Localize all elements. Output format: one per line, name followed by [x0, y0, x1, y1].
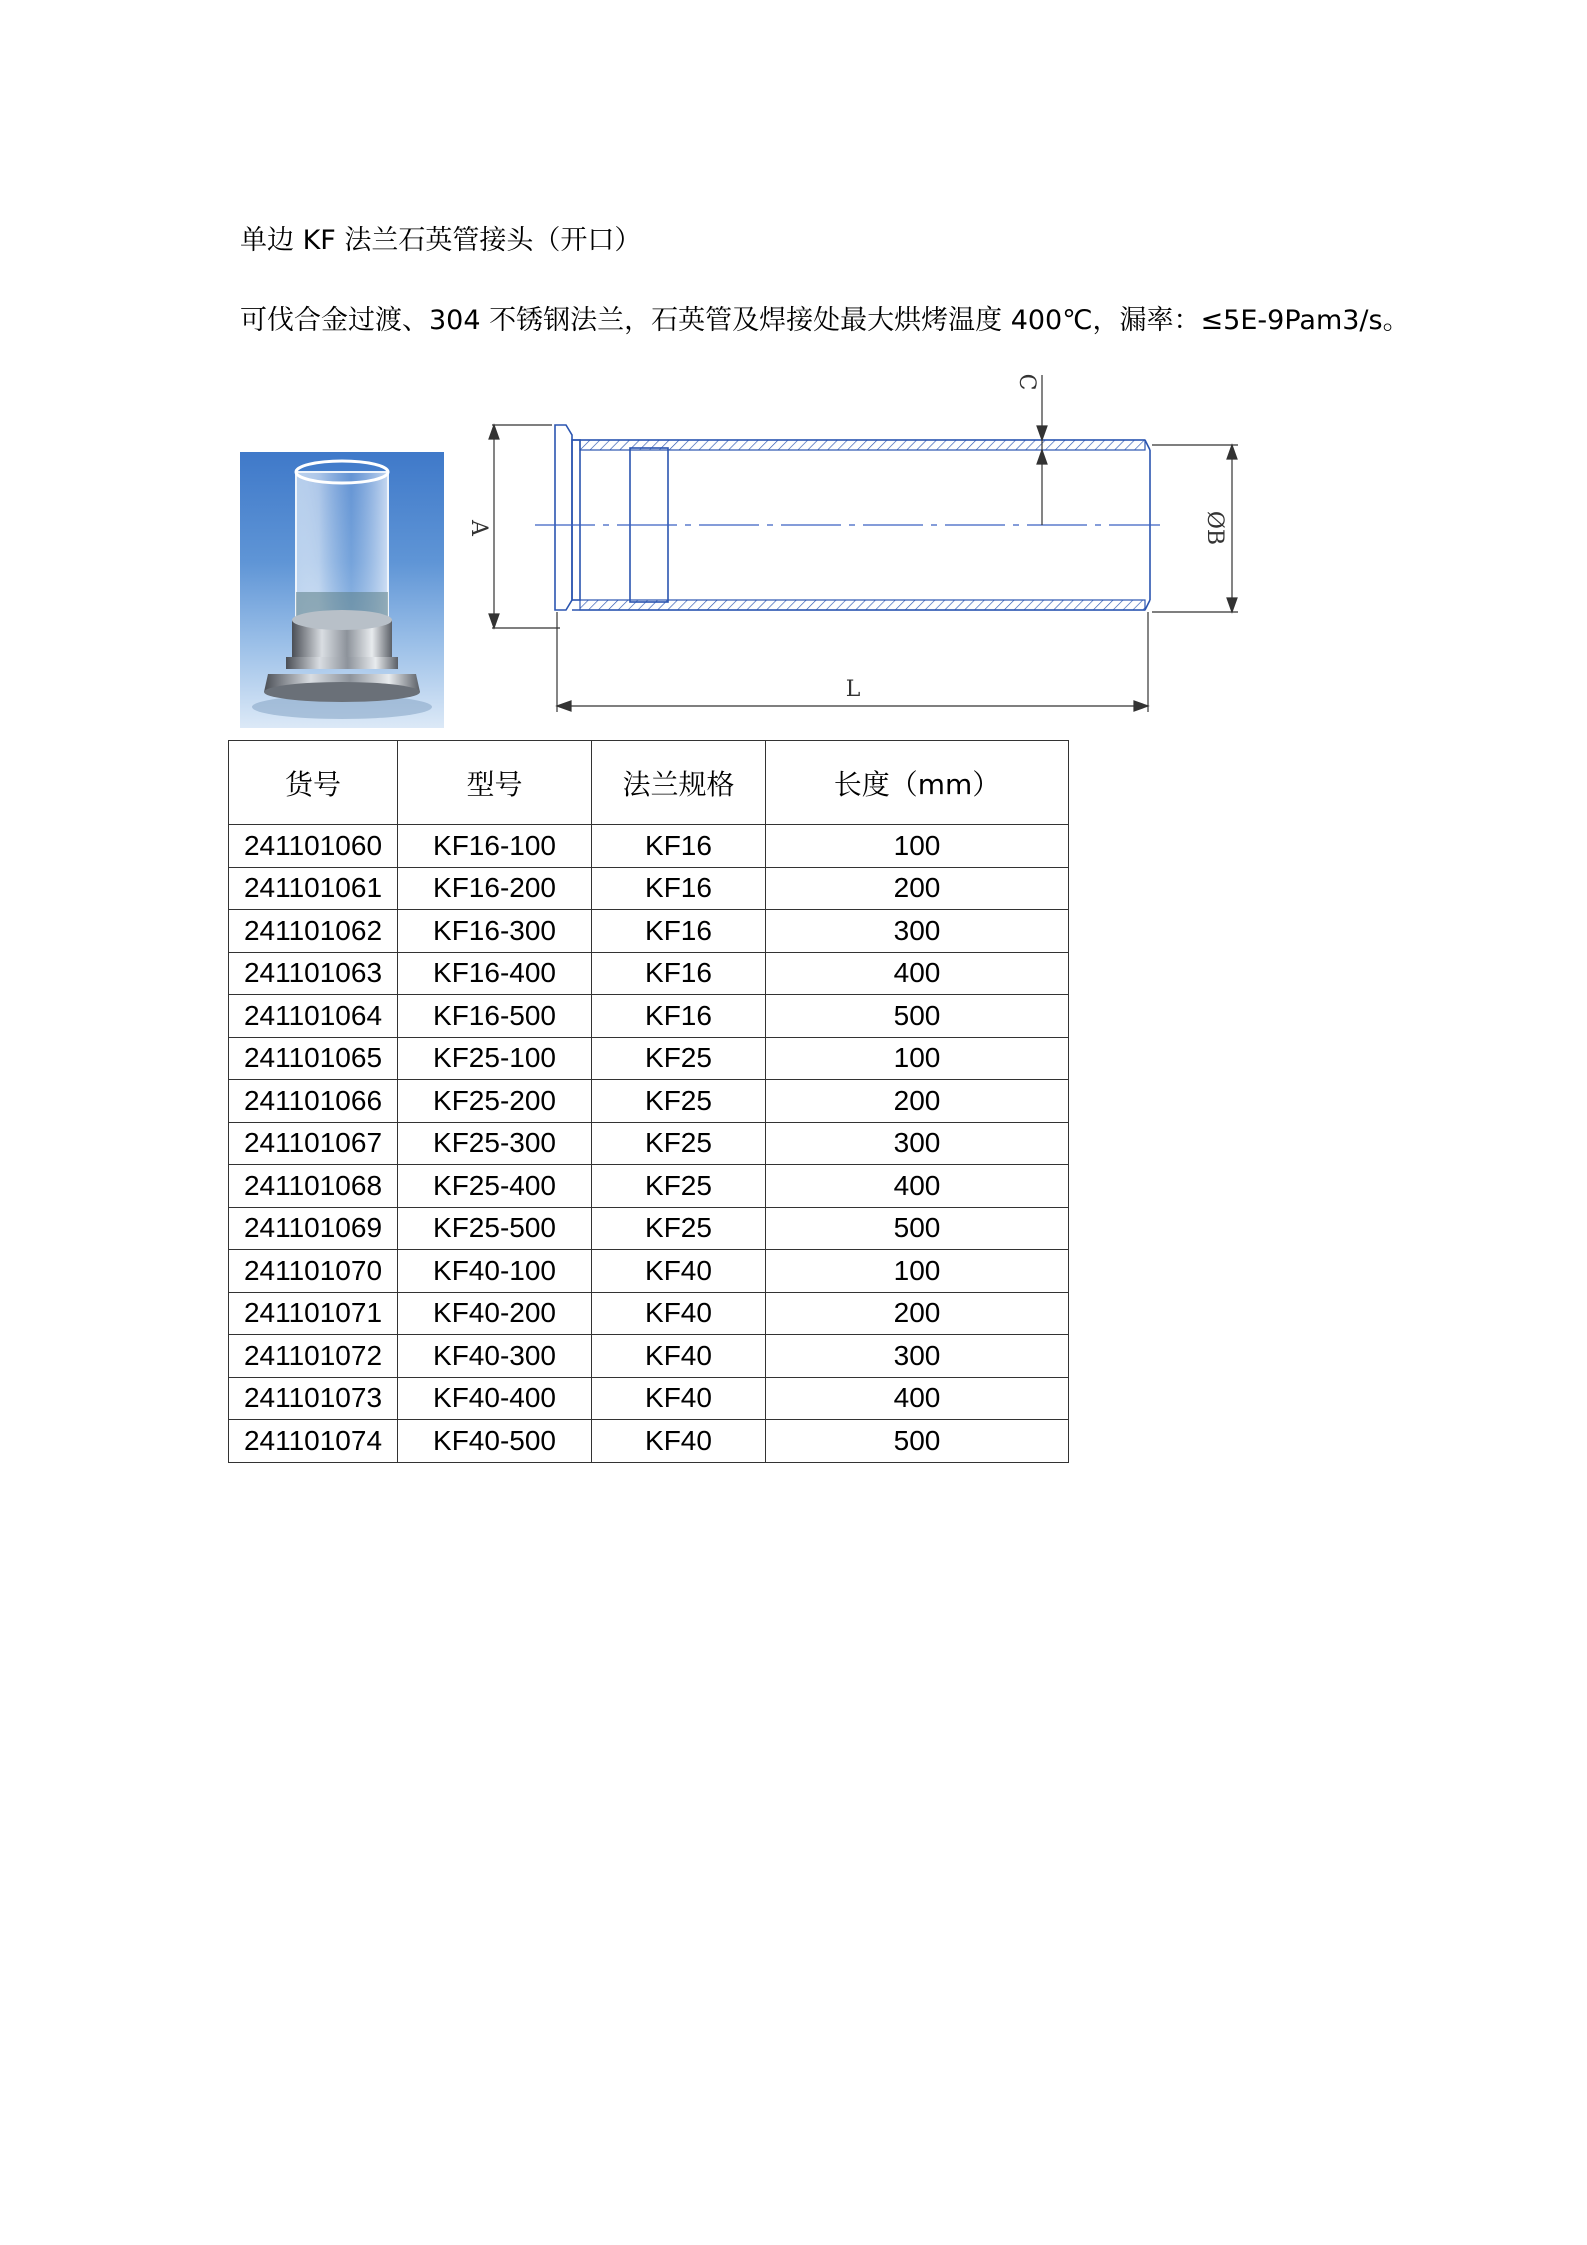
- cell-flange-spec: KF16: [592, 995, 766, 1038]
- cell-item-number: 241101074: [229, 1420, 398, 1463]
- cell-flange-spec: KF40: [592, 1292, 766, 1335]
- table-row: [229, 1420, 1069, 1463]
- cell-item-number: 241101067: [229, 1122, 398, 1165]
- technical-drawing: [450, 370, 1250, 720]
- table-row: [229, 1122, 1069, 1165]
- cell-item-number: 241101072: [229, 1335, 398, 1378]
- cell-item-number: 241101068: [229, 1165, 398, 1208]
- cell-item-number: 241101063: [229, 952, 398, 995]
- cell-flange-spec: KF40: [592, 1377, 766, 1420]
- cell-model: KF25-400: [398, 1165, 592, 1208]
- table-row: [229, 1292, 1069, 1335]
- cell-item-number: 241101066: [229, 1080, 398, 1123]
- cell-model: KF25-200: [398, 1080, 592, 1123]
- cell-item-number: 241101065: [229, 1037, 398, 1080]
- cell-item-number: 241101060: [229, 825, 398, 868]
- table-row: [229, 1207, 1069, 1250]
- cell-flange-spec: KF16: [592, 910, 766, 953]
- cell-model: KF25-300: [398, 1122, 592, 1165]
- cell-length: 300: [766, 1335, 1069, 1378]
- cell-model: KF16-500: [398, 995, 592, 1038]
- cell-model: KF40-100: [398, 1250, 592, 1293]
- cell-model: KF25-100: [398, 1037, 592, 1080]
- cell-length: 400: [766, 1377, 1069, 1420]
- cell-model: KF40-500: [398, 1420, 592, 1463]
- header-model: 型号: [398, 741, 592, 825]
- cell-model: KF16-300: [398, 910, 592, 953]
- product-photo: [240, 452, 444, 728]
- spec-table: [228, 740, 1069, 1463]
- label-b: ØB: [1202, 510, 1227, 546]
- header-item-number: 货号: [229, 741, 398, 825]
- label-l: L: [845, 677, 861, 702]
- cell-model: KF16-200: [398, 867, 592, 910]
- table-body: [229, 825, 1069, 1463]
- cell-item-number: 241101061: [229, 867, 398, 910]
- cell-flange-spec: KF25: [592, 1037, 766, 1080]
- cell-flange-spec: KF40: [592, 1250, 766, 1293]
- label-c: C: [1014, 373, 1039, 391]
- cell-item-number: 241101064: [229, 995, 398, 1038]
- cell-length: 300: [766, 910, 1069, 953]
- table-row: [229, 1165, 1069, 1208]
- cell-length: 400: [766, 952, 1069, 995]
- cell-item-number: 241101069: [229, 1207, 398, 1250]
- cell-model: KF40-200: [398, 1292, 592, 1335]
- cell-item-number: 241101071: [229, 1292, 398, 1335]
- cell-length: 500: [766, 995, 1069, 1038]
- table-row: [229, 995, 1069, 1038]
- cell-model: KF16-400: [398, 952, 592, 995]
- cell-flange-spec: KF25: [592, 1165, 766, 1208]
- cell-length: 100: [766, 1250, 1069, 1293]
- document-title: 单边 KF 法兰石英管接头（开口）: [240, 225, 642, 256]
- cell-flange-spec: KF25: [592, 1207, 766, 1250]
- cell-length: 500: [766, 1420, 1069, 1463]
- cell-length: 400: [766, 1165, 1069, 1208]
- cell-length: 200: [766, 1292, 1069, 1335]
- product-description: 可伐合金过渡、304 不锈钢法兰，石英管及焊接处最大烘烤温度 400℃，漏率：≤5E-9Pam3/s。: [240, 305, 1410, 336]
- table-row: [229, 1377, 1069, 1420]
- cell-length: 100: [766, 1037, 1069, 1080]
- cell-flange-spec: KF40: [592, 1420, 766, 1463]
- cell-model: KF25-500: [398, 1207, 592, 1250]
- cell-flange-spec: KF25: [592, 1080, 766, 1123]
- cell-model: KF16-100: [398, 825, 592, 868]
- cell-item-number: 241101073: [229, 1377, 398, 1420]
- cell-item-number: 241101062: [229, 910, 398, 953]
- table-row: [229, 910, 1069, 953]
- table-row: [229, 1037, 1069, 1080]
- cell-model: KF40-400: [398, 1377, 592, 1420]
- cell-flange-spec: KF40: [592, 1335, 766, 1378]
- cell-model: KF40-300: [398, 1335, 592, 1378]
- table-row: [229, 825, 1069, 868]
- header-flange-spec: 法兰规格: [592, 741, 766, 825]
- cell-length: 100: [766, 825, 1069, 868]
- cell-length: 300: [766, 1122, 1069, 1165]
- cell-length: 200: [766, 1080, 1069, 1123]
- table-row: [229, 1250, 1069, 1293]
- cell-item-number: 241101070: [229, 1250, 398, 1293]
- table-row: [229, 952, 1069, 995]
- table-header-row: [229, 741, 1069, 825]
- table-row: [229, 867, 1069, 910]
- cell-length: 200: [766, 867, 1069, 910]
- table-row: [229, 1080, 1069, 1123]
- cell-flange-spec: KF25: [592, 1122, 766, 1165]
- cell-flange-spec: KF16: [592, 952, 766, 995]
- header-length: 长度（mm）: [766, 741, 1069, 825]
- cell-length: 500: [766, 1207, 1069, 1250]
- cell-flange-spec: KF16: [592, 825, 766, 868]
- cell-flange-spec: KF16: [592, 867, 766, 910]
- label-a: A: [466, 520, 491, 536]
- table-row: [229, 1335, 1069, 1378]
